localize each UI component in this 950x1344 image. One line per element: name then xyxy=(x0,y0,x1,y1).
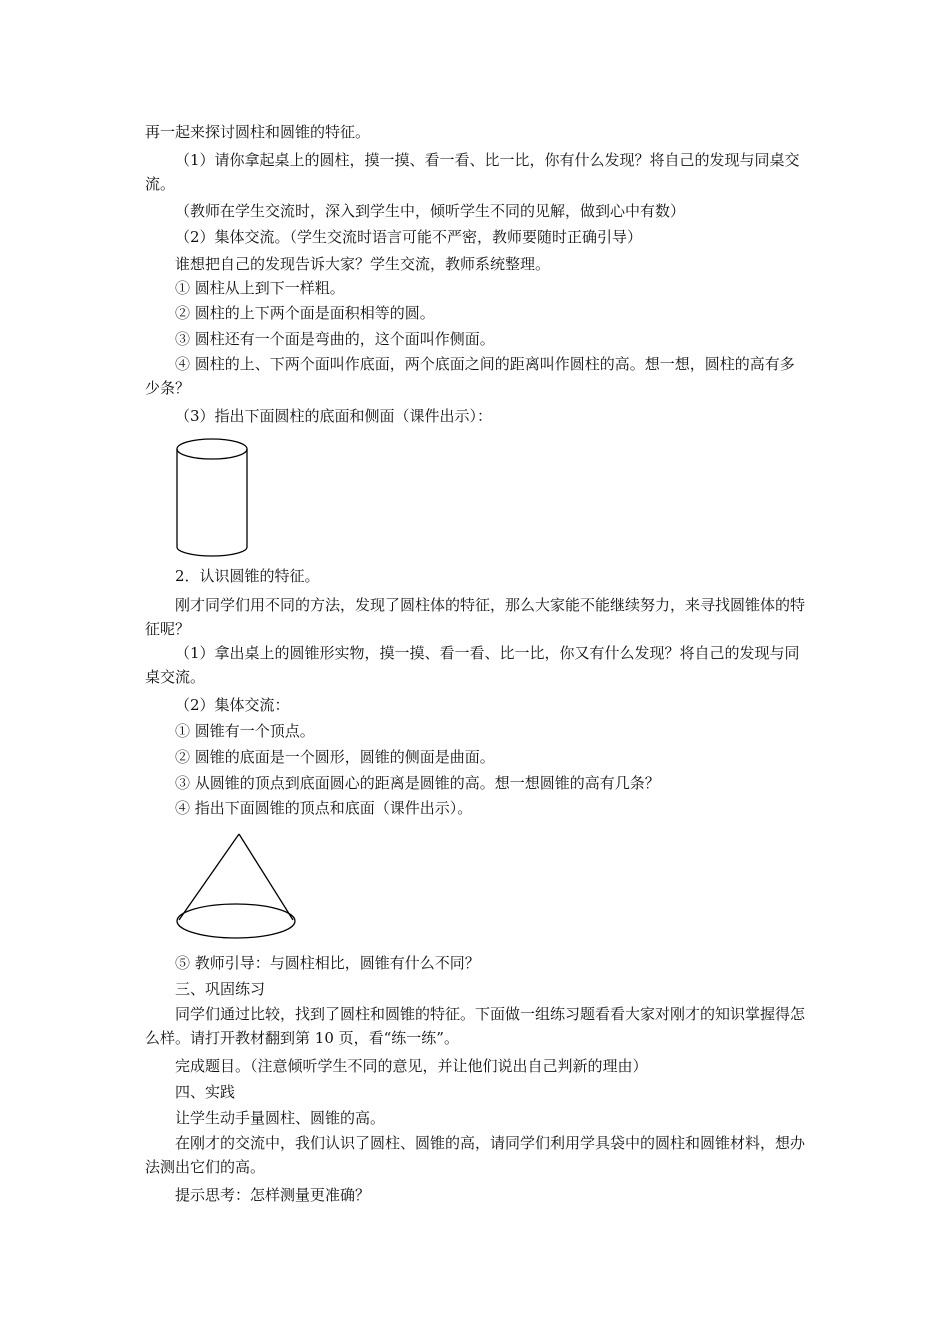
list-item: ① 圆锥有一个顶点。 xyxy=(175,722,315,740)
cone-figure xyxy=(172,828,300,946)
section-heading: 四、实践 xyxy=(175,1083,236,1101)
paragraph: 刚才同学们用不同的方法，发现了圆柱体的特征，那么大家能不能继续努力，来寻找圆锥体的特征呢？ xyxy=(145,596,806,638)
section-heading: 三、巩固练习 xyxy=(175,980,266,998)
paragraph: 再一起来探讨圆柱和圆锥的特征。 xyxy=(145,123,371,141)
cylinder-figure xyxy=(172,432,256,560)
paragraph: （1）请你拿起桌上的圆柱，摸一摸、看一看、比一比，你有什么发现？将自己的发现与同桌交流。 xyxy=(145,151,800,193)
section-heading: 2．认识圆锥的特征。 xyxy=(175,567,320,585)
list-item: ④ 圆柱的上、下两个面叫作底面，两个底面之间的距离叫作圆柱的高。想一想，圆柱的高有多少条？ xyxy=(145,355,795,397)
list-item: ⑤ 教师引导：与圆柱相比，圆锥有什么不同？ xyxy=(175,954,480,972)
paragraph: 谁想把自己的发现告诉大家？学生交流，教师系统整理。 xyxy=(175,255,551,273)
list-item: ③ 从圆锥的顶点到底面圆心的距离是圆锥的高。想一想圆锥的高有几条？ xyxy=(175,774,660,792)
paragraph: （1）拿出桌上的圆锥形实物，摸一摸、看一看、比一比，你又有什么发现？将自己的发现与同桌交流。 xyxy=(145,644,800,686)
paragraph: （2）集体交流： xyxy=(175,696,290,714)
list-item: ② 圆锥的底面是一个圆形，圆锥的侧面是曲面。 xyxy=(175,748,495,766)
paragraph: （2）集体交流。（学生交流时语言可能不严密，教师要随时正确引导） xyxy=(175,228,643,246)
list-item: ① 圆柱从上到下一样粗。 xyxy=(175,279,345,297)
paragraph: （教师在学生交流时，深入到学生中，倾听学生不同的见解，做到心中有数） xyxy=(175,202,686,220)
paragraph: （3）指出下面圆柱的底面和侧面（课件出示）： xyxy=(175,407,493,425)
paragraph: 完成题目。（注意倾听学生不同的意见，并让他们说出自己判新的理由） xyxy=(175,1057,648,1075)
list-item: ② 圆柱的上下两个面是面积相等的圆。 xyxy=(175,304,435,322)
paragraph: 让学生动手量圆柱、圆锥的高。 xyxy=(175,1109,386,1127)
paragraph: 在刚才的交流中，我们认识了圆柱、圆锥的高，请同学们利用学具袋中的圆柱和圆锥材料，想办法测出它们的高。 xyxy=(145,1134,806,1176)
paragraph: 同学们通过比较，找到了圆柱和圆锥的特征。下面做一组练习题看看大家对刚才的知识掌握得怎么样。请打开教材翻到第 10 页，看“练一练”。 xyxy=(145,1005,806,1047)
paragraph: 提示思考：怎样测量更准确？ xyxy=(175,1186,371,1204)
list-item: ④ 指出下面圆锥的顶点和底面（课件出示）。 xyxy=(175,799,473,817)
list-item: ③ 圆柱还有一个面是弯曲的，这个面叫作侧面。 xyxy=(175,330,495,348)
